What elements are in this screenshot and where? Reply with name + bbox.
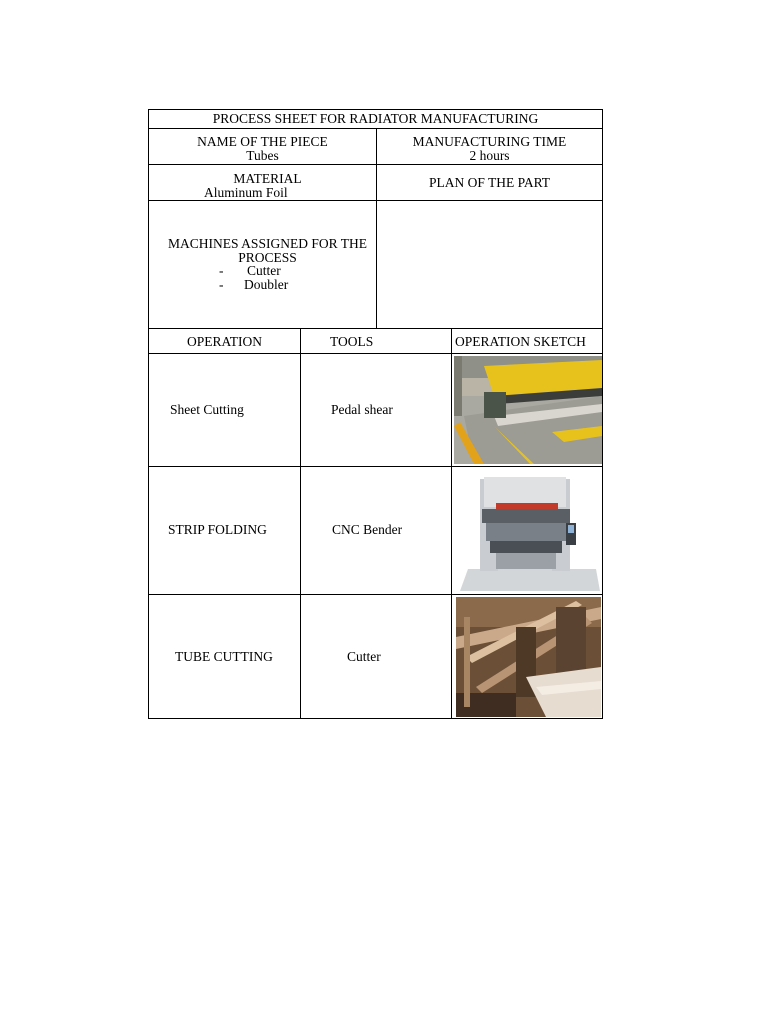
material-cell bbox=[149, 164, 376, 200]
machines-label-line2: PROCESS bbox=[238, 249, 297, 265]
tool-cell: Pedal shear bbox=[300, 353, 451, 466]
machines-list bbox=[219, 264, 359, 291]
operation-cell: TUBE CUTTING bbox=[175, 649, 273, 664]
operation-cell: STRIP FOLDING bbox=[168, 522, 267, 537]
manufacturing-time-cell bbox=[376, 128, 602, 164]
column-header-operation: OPERATION bbox=[149, 328, 300, 353]
plan-label-cell bbox=[376, 164, 602, 200]
piece-name-value: Tubes bbox=[246, 148, 279, 163]
sketch-cell bbox=[451, 594, 602, 718]
machine-item: - Doubler bbox=[219, 276, 289, 292]
tool-cell: Cutter bbox=[300, 594, 451, 718]
plan-label: PLAN OF THE PART bbox=[428, 175, 551, 190]
operation-cell: Sheet Cutting bbox=[170, 402, 244, 417]
machines-cell bbox=[149, 200, 376, 328]
machine-item: - Cutter bbox=[219, 263, 281, 278]
piece-name-label: NAME OF THE PIECE bbox=[197, 134, 328, 149]
process-sheet bbox=[148, 109, 603, 719]
manufacturing-time-value: 2 hours bbox=[469, 148, 510, 163]
cnc-bender-photo bbox=[456, 473, 600, 591]
pedal-shear-photo bbox=[454, 356, 602, 464]
table-row bbox=[149, 594, 300, 718]
manufacturing-time-label: MANUFACTURING TIME bbox=[412, 134, 567, 149]
table-row bbox=[149, 466, 300, 594]
piece-name-cell bbox=[149, 128, 376, 164]
sketch-cell bbox=[451, 466, 602, 594]
tube-cutter-photo bbox=[456, 597, 601, 717]
table-row bbox=[149, 353, 300, 466]
tool-cell: CNC Bender bbox=[300, 466, 451, 594]
material-value: Aluminum Foil bbox=[204, 185, 288, 200]
sheet-title: PROCESS SHEET FOR RADIATOR MANUFACTURING bbox=[212, 111, 539, 126]
plan-area bbox=[376, 200, 602, 328]
machines-label-line1: MACHINES ASSIGNED FOR THE bbox=[168, 236, 367, 251]
material-label: MATERIAL bbox=[233, 171, 302, 186]
column-header-tools: TOOLS bbox=[300, 328, 451, 353]
column-header-sketch: OPERATION SKETCH bbox=[451, 328, 602, 353]
sketch-cell bbox=[451, 353, 602, 466]
